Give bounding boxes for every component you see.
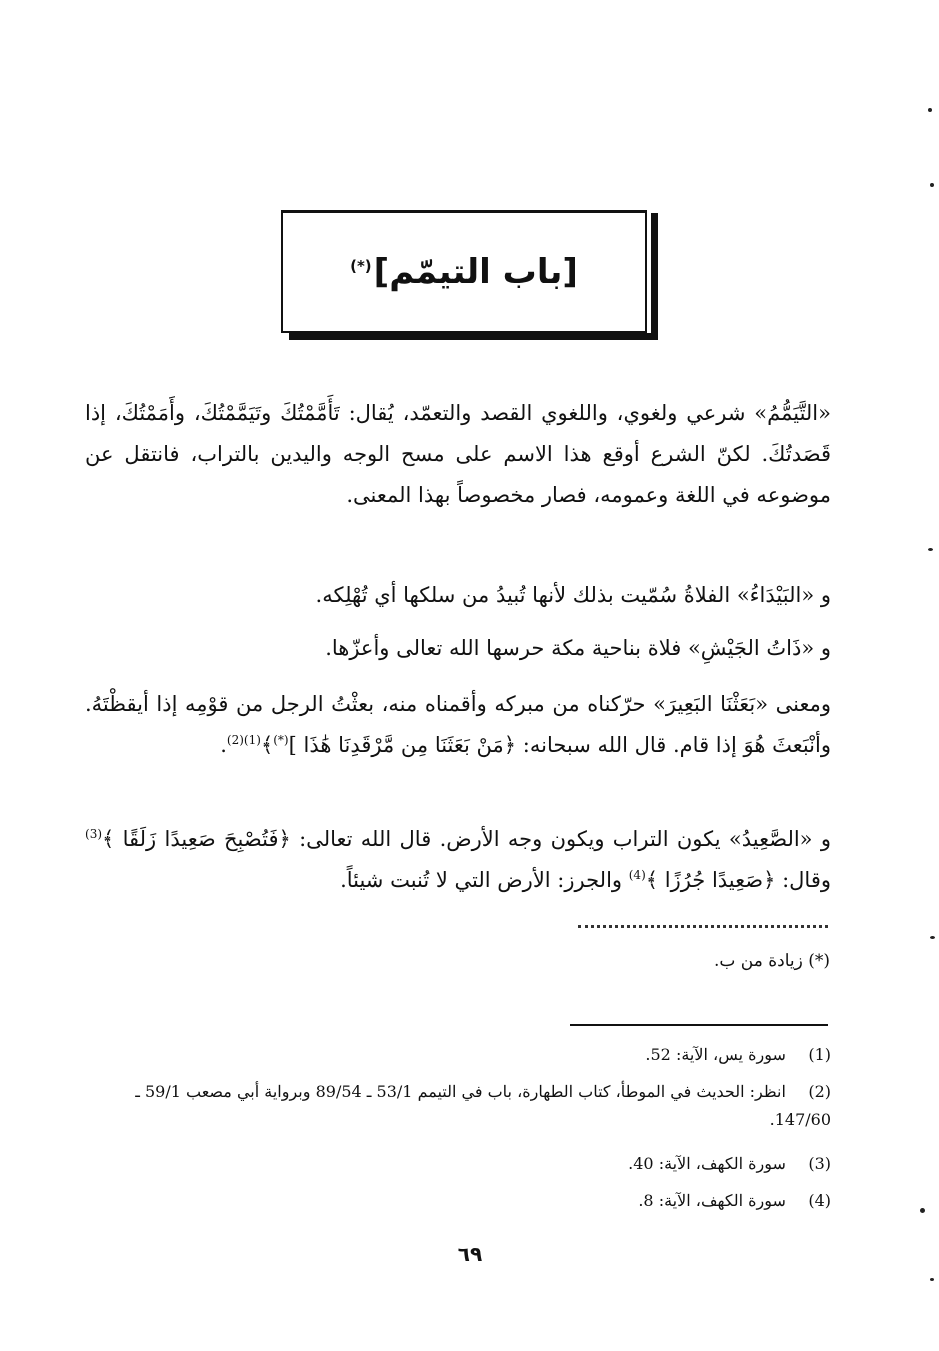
footnote-2 (82, 1078, 831, 1134)
scan-speck (930, 183, 934, 187)
paragraph-baathna-text: ومعنى «بَعَثْنَا البَعِيرَ» حرّكناه من مبركه وأقمناه منه، بعثْتُ الرجل من قوْمِه إذا أيقظْتَهُ. وأنْبَعثَ هُوَ إذا قام. قال الله سبحانه: ﴿مَنْ بَعَثَنَا مِن مَّرْقَدِنَا هَٰذَا ] (85, 692, 831, 757)
note-ref-star: (*) (273, 733, 289, 747)
editor-note-mark: (*) (808, 951, 830, 971)
paragraph-baathna (85, 684, 831, 766)
paragraph-saeed-part-c: والجرز: الأرض التي لا تُنبت شيئاً. (340, 868, 629, 892)
footnote-3-text: سورة الكهف، الآية: 40. (628, 1154, 786, 1173)
chapter-title-note: (*) (350, 256, 372, 275)
footnote-1-number: (1) (808, 1045, 831, 1064)
paragraph-baydaa: و «البَيْدَاءُ» الفلاةُ سُمّيت بذلك لأنها تُبيدُ من سلكها أي تُهْلِكه. (315, 583, 831, 607)
note-ref-1-2: (1)(2) (226, 733, 261, 747)
chapter-title-text: [باب التيمّم] (373, 252, 578, 292)
quote-close: ﴾ (260, 733, 274, 757)
editor-note (560, 948, 830, 974)
scan-speck (928, 548, 933, 551)
paragraph-end-mark: . (220, 733, 227, 757)
footnote-2-number: (2) (808, 1082, 831, 1101)
note-ref-3: (3) (85, 827, 103, 841)
paragraph-dhat-al-jaysh: و «ذَاتُ الجَيْشِ» فلاة بناحية مكة حرسها الله تعالى وأعزّها. (325, 636, 831, 660)
footnote-1 (82, 1041, 831, 1069)
editor-note-text: زيادة من ب. (713, 951, 803, 971)
chapter-title (350, 252, 578, 292)
paragraph-saeed-part-a: و «الصَّعِيدُ» يكون التراب ويكون وجه الأرض. قال الله تعالى: ﴿فَتُصْبِحَ صَعِيدًا زَلَقًا ﴾ (102, 827, 831, 851)
page-number: ٦٩ (457, 1242, 483, 1266)
paragraph-saeed-part-b: وقال: ﴿صَعِيدًا جُرُزًا ﴾ (645, 868, 831, 892)
footnote-4-text: سورة الكهف، الآية: 8. (638, 1191, 786, 1210)
scan-speck (930, 1278, 934, 1281)
footnote-3 (82, 1150, 831, 1178)
footnote-2-text: انظر: الحديث في الموطأ، كتاب الطهارة، باب في التيمم 53/1 ـ 89/54 وبرواية أبي مصعب 59/1 ـ 147/60. (135, 1082, 831, 1129)
title-box (281, 210, 647, 333)
paragraph-tayammum: «التَّيَمُّمُ» شرعي ولغوي، واللغوي القصد والتعمّد، يُقال: تَأَمَّمْتُكَ وتَيَمَّمْتُكَ، وأَمَمْتُكَ، إذا قَصَدتُكَ. لكنّ الشرع أوقع هذا الاسم على مسح الوجه واليدين بالتراب، فانتقل عن موضوعه في اللغة وعمومه، فصار مخصوصاً بهذا المعنى. (85, 401, 831, 507)
note-ref-4: (4) (628, 868, 646, 882)
footnote-4-number: (4) (808, 1191, 831, 1210)
scan-speck (930, 936, 935, 939)
paragraph-saeed (85, 819, 831, 901)
footnote-1-text: سورة يس، الآية: 52. (645, 1045, 786, 1064)
dotted-separator (578, 925, 828, 928)
footnote-rule (570, 1024, 828, 1026)
scan-speck (928, 108, 932, 112)
footnote-3-number: (3) (808, 1154, 831, 1173)
scan-speck (920, 1208, 925, 1213)
footnote-4 (82, 1187, 831, 1215)
